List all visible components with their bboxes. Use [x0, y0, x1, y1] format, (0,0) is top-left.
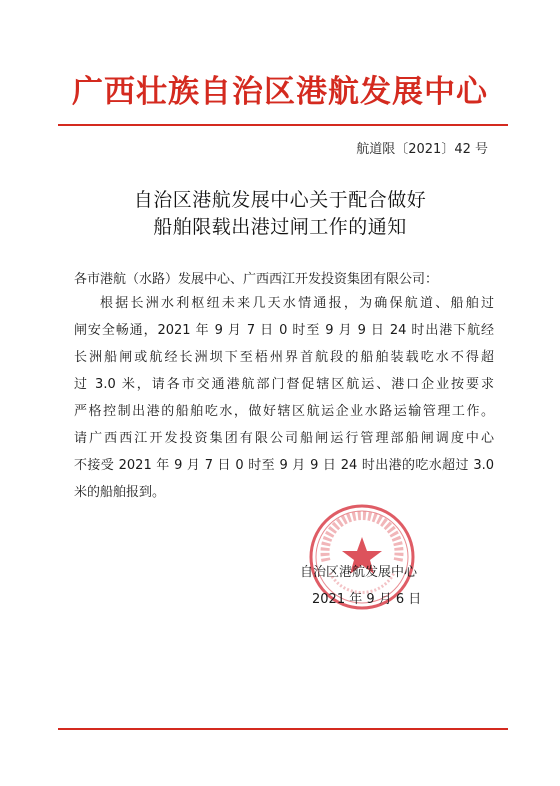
salutation: 各市港航（水路）发展中心、广西西江开发投资集团有限公司： — [74, 272, 439, 287]
header-red-rule — [58, 124, 508, 126]
body-line: 严格控制出港的船舶吃水，做好辖区航运企业水路运输管理工作。 — [74, 404, 494, 419]
issue-date: 2021 年 9 月 6 日 — [312, 592, 422, 607]
body-line: 过 3.0 米，请各市交通港航部门督促辖区航运、港口企业按要求 — [74, 377, 494, 392]
body-line: 不接受 2021 年 9 月 7 日 0 时至 9 月 9 日 24 时出港的吃水超过 3.0 — [74, 458, 494, 473]
notice-title-line-1: 自治区港航发展中心关于配合做好 — [133, 189, 427, 211]
body-line: 根据长洲水利枢纽未来几天水情通报，为确保航道、船舶过 — [100, 296, 494, 311]
body-line: 米的船舶报到。 — [74, 485, 166, 500]
signer: 自治区港航发展中心 — [300, 565, 418, 580]
footer-red-rule — [58, 728, 508, 730]
org-header: 广西壮族自治区港航发展中心 — [72, 74, 488, 110]
body-line: 闸安全畅通，2021 年 9 月 7 日 0 时至 9 月 9 日 24 时出港下航经 — [74, 323, 494, 338]
document-number: 航道限〔2021〕42 号 — [356, 142, 488, 157]
notice-title-line-2: 船舶限载出港过闸工作的通知 — [153, 216, 407, 238]
body-line: 请广西西江开发投资集团有限公司船闸运行管理部船闸调度中心 — [74, 431, 494, 446]
body-line: 长洲船闸或航经长洲坝下至梧州界首航段的船舶装载吃水不得超 — [74, 350, 494, 365]
